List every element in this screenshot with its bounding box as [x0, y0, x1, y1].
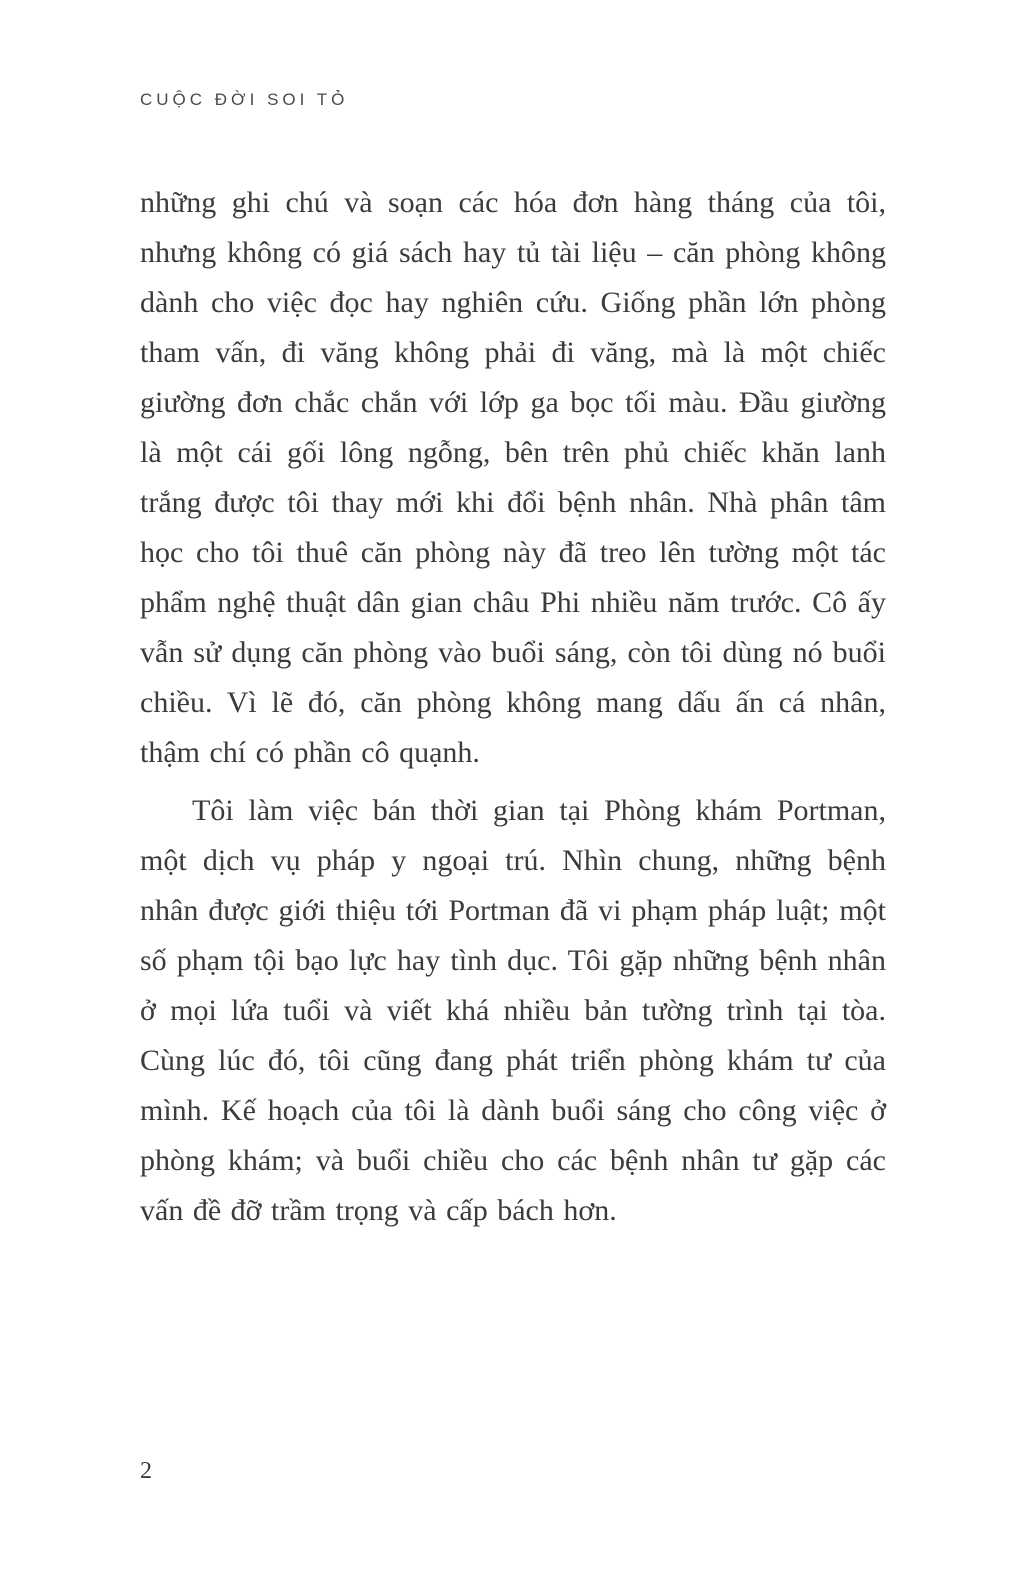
- page-number: 2: [140, 1458, 152, 1484]
- body-text: [140, 178, 886, 1236]
- paragraph: những ghi chú và soạn các hóa đơn hàng tháng của tôi, nhưng không có giá sách hay tủ tài liệu – căn phòng không dành cho việc đọc hay nghiên cứu. Giống phần lớn phòng tham vấn, đi văng không phải đi văng, mà là một chiếc giường đơn chắc chắn với lớp ga bọc tối màu. Đầu giường là một cái gối lông ngỗng, bên trên phủ chiếc khăn lanh trắng được tôi thay mới khi đổi bệnh nhân. Nhà phân tâm học cho tôi thuê căn phòng này đã treo lên tường một tác phẩm nghệ thuật dân gian châu Phi nhiều năm trước. Cô ấy vẫn sử dụng căn phòng vào buổi sáng, còn tôi dùng nó buổi chiều. Vì lẽ đó, căn phòng không mang dấu ấn cá nhân, thậm chí có phần cô quạnh.: [140, 186, 886, 769]
- paragraph: Tôi làm việc bán thời gian tại Phòng khám Portman, một dịch vụ pháp y ngoại trú. Nhìn chung, những bệnh nhân được giới thiệu tới Portman đã vi phạm pháp luật; một số phạm tội bạo lực hay tình dục. Tôi gặp những bệnh nhân ở mọi lứa tuổi và viết khá nhiều bản tường trình tại tòa. Cùng lúc đó, tôi cũng đang phát triển phòng khám tư của mình. Kế hoạch của tôi là dành buổi sáng cho công việc ở phòng khám; và buổi chiều cho các bệnh nhân tư gặp các vấn đề đỡ trầm trọng và cấp bách hơn.: [140, 794, 886, 1227]
- running-header: CUỘC ĐỜI SOI TỎ: [140, 90, 349, 109]
